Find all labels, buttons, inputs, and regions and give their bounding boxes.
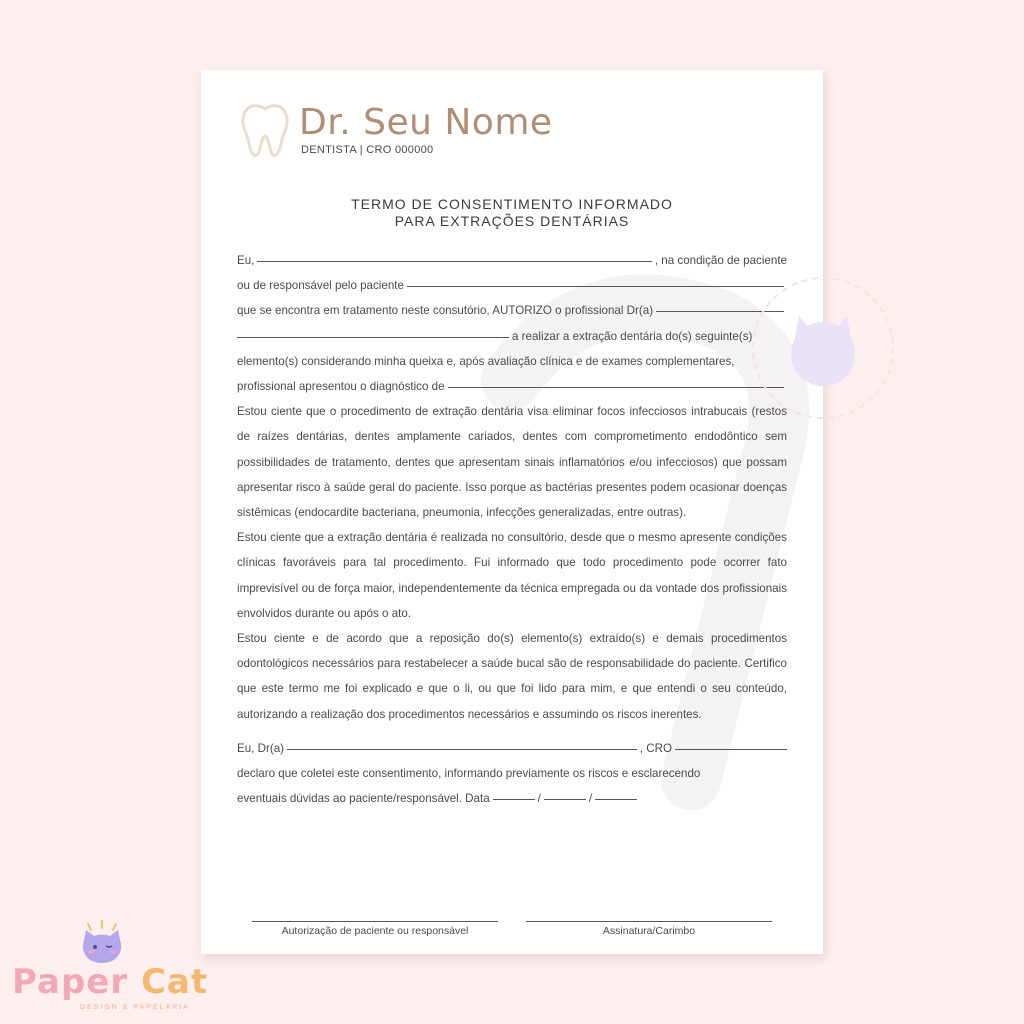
date-year-field[interactable]	[595, 799, 637, 800]
professional-name-field-cont[interactable]	[237, 337, 509, 338]
title-line-1: TERMO DE CONSENTIMENTO INFORMADO	[351, 196, 673, 212]
cat-icon	[76, 920, 128, 968]
form-row-professional	[237, 298, 787, 323]
label-autorizo: que se encontra em tratamento neste consutório, AUTORIZO o profissional Dr(a)	[237, 304, 654, 318]
cro-field[interactable]	[675, 749, 787, 750]
label-data: eventuais dúvidas ao paciente/responsável. Data	[237, 792, 490, 806]
consent-form-body	[237, 248, 787, 811]
stamp-signature-label: Assinatura/Carimbo	[602, 925, 696, 937]
paragraph-procedure: Estou ciente que o procedimento de extração dentária visa eliminar focos infecciosos intrabucais (restos de raízes dentárias, dentes amplamente cariados, dentes com comprometimento endodôntico sem possibilidades de tratamento, dentes que apresentam sinais inflamatórios e/ou infecciosos) que possam apresentar risco à saúde geral do paciente. Isso porque as bactérias presentes podem ocasionar doenças sistêmicas (endocardite bacteriana, pneumonia, infecções generalizadas, entre outras).	[237, 405, 787, 519]
dentist-name-field[interactable]	[287, 749, 637, 750]
doctor-name: Dr. Seu Nome	[299, 102, 553, 143]
label-condicao: , na condição de paciente	[654, 254, 787, 267]
label-elementos: elemento(s) considerando minha queixa e, após avaliação clínica e de exames complementares,	[237, 354, 735, 368]
tooth-icon	[237, 102, 293, 160]
label-eu: Eu,	[237, 254, 255, 267]
date-separator: /	[537, 792, 541, 806]
date-day-field[interactable]	[493, 799, 535, 800]
form-row-date	[237, 786, 787, 811]
form-row-patient-name	[237, 248, 787, 273]
document-page	[201, 70, 823, 954]
brand-name	[12, 962, 208, 1002]
stamp-signature-line[interactable]	[526, 921, 772, 922]
label-declaro: declaro que coletei este consentimento, informando previamente os riscos e esclarecendo	[237, 766, 701, 780]
patient-signature-line[interactable]	[252, 921, 498, 922]
date-separator: /	[588, 792, 593, 806]
label-eu-dra: Eu, Dr(a)	[237, 741, 285, 755]
paragraph-responsibility: Estou ciente e de acordo que a reposição do(s) elemento(s) extraído(s) e demais procedimentos odontológicos necessários para restabelecer a saúde bucal são de responsabilidade do paciente. Certifico que este termo me foi explicado e que o li, ou que foi lido para mim, e que entendi o seu conteúdo, autorizando a realização dos procedimentos necessários e assumindo os riscos inerentes.	[237, 631, 787, 721]
form-row-declaration	[237, 761, 787, 786]
label-cro: , CRO	[639, 741, 672, 755]
form-row-diagnosis	[237, 374, 787, 399]
label-extracao: a realizar a extração dentária do(s) seguinte(s)	[512, 329, 753, 343]
patient-name-field[interactable]	[257, 261, 651, 262]
brand-stamp-watermark	[733, 258, 913, 438]
brand-name-cat: Cat	[140, 962, 209, 1002]
brand-name-paper: Paper	[12, 962, 129, 1002]
form-row-responsible	[237, 273, 787, 298]
title-line-2: PARA EXTRAÇÕES DENTÁRIAS	[394, 213, 630, 229]
doctor-subtitle: DENTISTA | CRO 000000	[301, 144, 434, 156]
responsible-patient-field[interactable]	[407, 286, 784, 287]
label-responsavel: ou de responsável pelo paciente	[237, 279, 404, 293]
form-row-elements	[237, 349, 787, 374]
form-row-professional-cont	[237, 324, 787, 349]
date-month-field[interactable]	[544, 799, 586, 800]
paragraph-clinic: Estou ciente que a extração dentária é realizada no consultório, desde que o mesmo apresente condições clínicas favoráveis para tal procedimento. Fui informado que todo procedimento pode ocorrer fato imprevisível ou de força maior, independentemente da técnica empregada ou da vontade dos profissionais envolvidos durante ou após o ato.	[237, 531, 787, 620]
patient-signature-label: Autorização de paciente ou responsável	[281, 925, 469, 937]
label-diagnostico: profissional apresentou o diagnóstico de	[237, 379, 445, 393]
form-row-dentist	[237, 736, 787, 761]
document-title	[201, 196, 823, 230]
brand-tagline: DESIGN & PAPELARIA	[80, 1004, 190, 1011]
